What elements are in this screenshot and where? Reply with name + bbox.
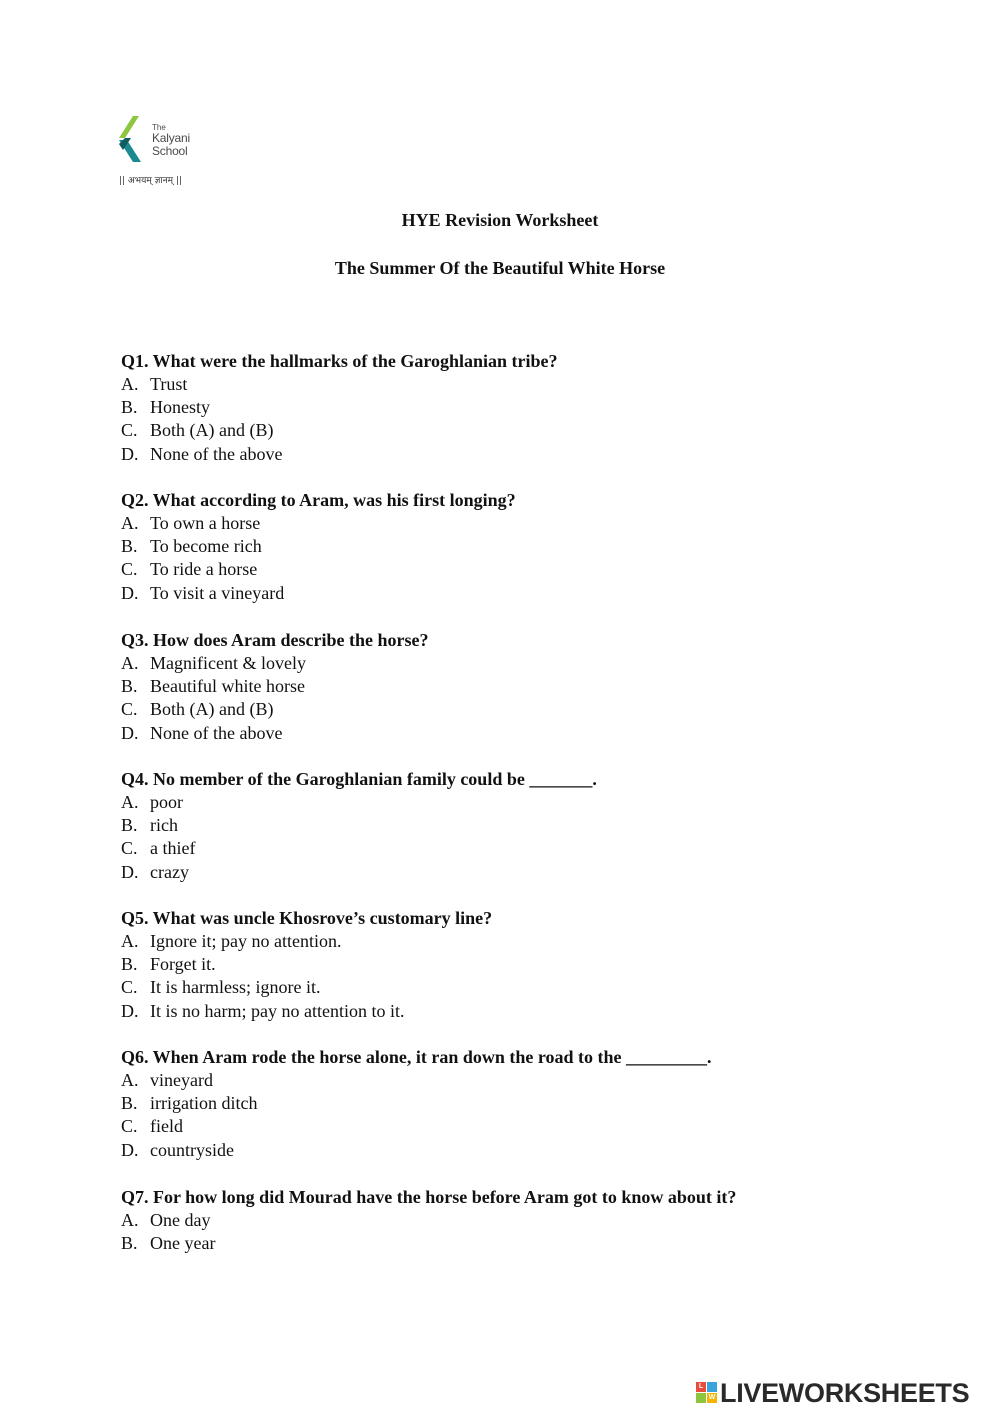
option-letter: B.: [121, 397, 138, 418]
option-text: Forget it.: [150, 954, 216, 975]
logo-line-3: School: [152, 143, 188, 158]
question-block: [121, 1186, 881, 1255]
option-text: One day: [150, 1210, 211, 1230]
option-list: [121, 1069, 881, 1162]
liveworksheets-icon-tile: [707, 1382, 717, 1392]
option-letter: B.: [121, 536, 138, 557]
option-letter: D.: [121, 443, 139, 464]
question-text: Q7. For how long did Mourad have the horse before Aram got to know about it?: [121, 1187, 737, 1207]
option-text: crazy: [150, 861, 189, 882]
option-letter: B.: [121, 1233, 138, 1254]
option-letter: A.: [121, 792, 139, 812]
option-text: To become rich: [150, 536, 262, 557]
option-letter: D.: [121, 861, 139, 882]
answer-option: [121, 698, 881, 721]
option-letter: D.: [121, 722, 139, 743]
option-letter: B.: [121, 1093, 138, 1114]
answer-option: [121, 373, 881, 396]
option-letter: B.: [121, 676, 138, 697]
option-list: [121, 1209, 881, 1255]
option-letter: C.: [121, 1116, 138, 1137]
question-text: Q1. What were the hallmarks of the Garoghlanian tribe?: [121, 351, 558, 371]
question-text: Q5. What was uncle Khosrove’s customary line?: [121, 908, 493, 928]
liveworksheets-brand: LIVEWORKSHEETS: [720, 1377, 970, 1408]
answer-option: [121, 791, 881, 814]
question-block: [121, 350, 881, 466]
answer-option: [121, 419, 881, 442]
answer-option: [121, 582, 881, 605]
option-text: rich: [150, 815, 178, 836]
question-block: [121, 629, 881, 745]
option-text: It is no harm; pay no attention to it.: [150, 1000, 405, 1021]
question-text: Q4. No member of the Garoghlanian family could be _______.: [121, 769, 597, 789]
option-list: [121, 791, 881, 884]
option-letter: A.: [121, 931, 139, 951]
option-list: [121, 652, 881, 745]
question-text: Q6. When Aram rode the horse alone, it ran down the road to the _________.: [121, 1047, 712, 1067]
question-block: [121, 489, 881, 605]
option-letter: C.: [121, 559, 138, 580]
answer-option: [121, 1209, 881, 1232]
answer-option: [121, 558, 881, 581]
option-text: To ride a horse: [150, 559, 258, 580]
answer-option: [121, 443, 881, 466]
logo-line-1: The: [152, 123, 166, 132]
option-text: countryside: [150, 1139, 234, 1160]
option-text: Beautiful white horse: [150, 676, 305, 697]
kalyani-logo-icon: [119, 116, 151, 172]
liveworksheets-logo: [696, 1378, 969, 1408]
school-logo: [119, 116, 219, 188]
answer-option: [121, 837, 881, 860]
option-letter: A.: [121, 1210, 139, 1230]
option-letter: C.: [121, 977, 138, 998]
answer-option: [121, 1069, 881, 1092]
logo-wordmark: [152, 124, 190, 158]
answer-option: [121, 396, 881, 419]
option-letter: D.: [121, 1000, 139, 1021]
option-list: [121, 373, 881, 466]
option-text: Ignore it; pay no attention.: [150, 931, 342, 951]
answer-option: [121, 722, 881, 745]
question-block: [121, 1046, 881, 1162]
answer-option: [121, 1139, 881, 1162]
option-text: a thief: [150, 838, 196, 859]
option-text: Magnificent & lovely: [150, 653, 306, 673]
option-letter: D.: [121, 1139, 139, 1160]
answer-option: [121, 930, 881, 953]
option-letter: B.: [121, 815, 138, 836]
option-text: Both (A) and (B): [150, 699, 274, 720]
answer-option: [121, 1232, 881, 1255]
question-block: [121, 907, 881, 1023]
answer-option: [121, 814, 881, 837]
option-text: Honesty: [150, 397, 210, 418]
logo-line-2: Kalyani: [152, 131, 190, 146]
liveworksheets-icon-tile: L: [696, 1382, 706, 1392]
liveworksheets-icon: [696, 1382, 718, 1404]
option-text: To own a horse: [150, 513, 261, 533]
answer-option: [121, 1115, 881, 1138]
option-letter: A.: [121, 1070, 139, 1090]
question-block: [121, 768, 881, 884]
option-letter: B.: [121, 954, 138, 975]
option-text: One year: [150, 1233, 216, 1254]
question-text: Q2. What according to Aram, was his first longing?: [121, 490, 516, 510]
liveworksheets-icon-tile: W: [708, 1394, 716, 1401]
answer-option: [121, 861, 881, 884]
option-text: None of the above: [150, 443, 283, 464]
option-letter: A.: [121, 653, 139, 673]
worksheet-title: HYE Revision Worksheet: [401, 210, 599, 230]
option-text: poor: [150, 792, 183, 812]
question-text: Q3. How does Aram describe the horse?: [121, 630, 429, 650]
option-letter: D.: [121, 582, 139, 603]
option-text: Trust: [150, 374, 188, 394]
logo-motto: || अभयम् ज्ञानम् ||: [119, 176, 182, 186]
option-list: [121, 512, 881, 605]
option-letter: A.: [121, 513, 139, 533]
option-text: irrigation ditch: [150, 1093, 258, 1114]
answer-option: [121, 976, 881, 999]
option-text: None of the above: [150, 722, 283, 743]
answer-option: [121, 652, 881, 675]
worksheet-subtitle: The Summer Of the Beautiful White Horse: [334, 258, 666, 278]
option-text: To visit a vineyard: [150, 582, 285, 603]
option-letter: C.: [121, 838, 138, 859]
option-text: field: [150, 1116, 183, 1137]
option-text: Both (A) and (B): [150, 420, 274, 441]
answer-option: [121, 1092, 881, 1115]
option-letter: C.: [121, 420, 138, 441]
option-text: vineyard: [150, 1070, 213, 1090]
answer-option: [121, 1000, 881, 1023]
option-text: It is harmless; ignore it.: [150, 977, 321, 998]
liveworksheets-icon-tile: [696, 1393, 706, 1403]
option-letter: C.: [121, 699, 138, 720]
answer-option: [121, 953, 881, 976]
answer-option: [121, 535, 881, 558]
option-letter: A.: [121, 374, 139, 394]
answer-option: [121, 675, 881, 698]
answer-option: [121, 512, 881, 535]
option-list: [121, 930, 881, 1023]
